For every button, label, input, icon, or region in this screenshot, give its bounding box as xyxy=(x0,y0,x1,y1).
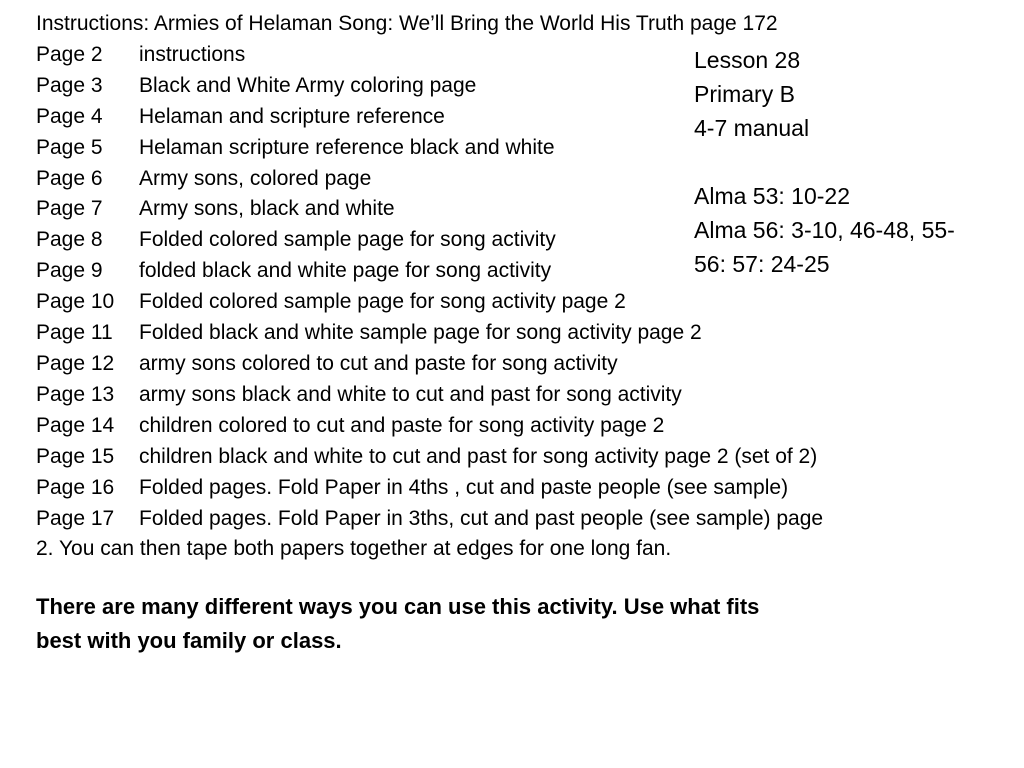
page-description: army sons colored to cut and paste for song activity xyxy=(139,351,618,375)
page-number: Page 14 xyxy=(36,413,115,437)
page-number: Page 17 xyxy=(36,506,115,530)
page-number: Page 8 xyxy=(36,228,103,252)
page-number: Page 5 xyxy=(36,135,103,159)
page-list-item xyxy=(36,411,936,442)
page-number: Page 16 xyxy=(36,475,115,499)
page-description: Folded colored sample page for song activity xyxy=(139,228,556,252)
lesson-number: Lesson 28 xyxy=(694,47,801,73)
note-line: There are many different ways you can use this activity. Use what fits xyxy=(36,594,760,619)
page-number: Page 12 xyxy=(36,351,115,375)
page-description: Folded colored sample page for song activity page 2 xyxy=(139,290,626,314)
page-number: Page 7 xyxy=(36,197,103,221)
page-list-item xyxy=(36,287,936,318)
page-list-item xyxy=(36,380,936,411)
instructions-title: Instructions: Armies of Helaman Song: We’ll Bring the World His Truth page 172 xyxy=(36,12,778,35)
scripture-reference: 56: 57: 24-25 xyxy=(694,251,830,277)
spacer xyxy=(694,145,1004,179)
page-description: Folded pages. Fold Paper in 3ths, cut and past people (see sample) page xyxy=(139,506,824,530)
page-description: children black and white to cut and past for song activity page 2 (set of 2) xyxy=(139,444,818,468)
page-description: Army sons, black and white xyxy=(139,197,395,221)
scripture-reference: Alma 53: 10-22 xyxy=(694,183,850,209)
scripture-reference: Alma 56: 3-10, 46-48, 55- xyxy=(694,217,955,243)
page-number: Page 3 xyxy=(36,73,103,97)
page-number: Page 15 xyxy=(36,444,115,468)
page-list-item xyxy=(36,442,936,473)
page-number: Page 13 xyxy=(36,382,115,406)
page-description: Folded black and white sample page for song activity page 2 xyxy=(139,321,702,345)
note-line: best with you family or class. xyxy=(36,628,342,653)
page-list-item xyxy=(36,504,936,535)
page-number: Page 10 xyxy=(36,290,115,314)
page-description: children colored to cut and paste for song activity page 2 xyxy=(139,413,665,437)
class-name: Primary B xyxy=(694,81,795,107)
page-description: Army sons, colored page xyxy=(139,166,372,190)
page-number: Page 11 xyxy=(36,321,113,345)
page-description: army sons black and white to cut and past for song activity xyxy=(139,382,682,406)
page-number: Page 9 xyxy=(36,259,103,283)
page-list-item xyxy=(36,318,936,349)
page-number: Page 2 xyxy=(36,42,103,66)
manual-name: 4-7 manual xyxy=(694,115,810,141)
page-description: folded black and white page for song activity xyxy=(139,259,552,283)
page-number: Page 4 xyxy=(36,104,103,128)
page-list-item xyxy=(36,349,936,380)
page-description: Black and White Army coloring page xyxy=(139,73,477,97)
activity-note xyxy=(36,590,876,658)
page-description: Folded pages. Fold Paper in 4ths , cut and paste people (see sample) xyxy=(139,475,789,499)
page-description: Helaman and scripture reference xyxy=(139,104,445,128)
lesson-info xyxy=(694,43,1004,281)
page-number: Page 6 xyxy=(36,166,103,190)
instructions-continuation: 2. You can then tape both papers together at edges for one long fan. xyxy=(36,537,672,561)
page-list-item xyxy=(36,473,936,504)
page-description: instructions xyxy=(139,42,246,66)
page-description: Helaman scripture reference black and white xyxy=(139,135,555,159)
